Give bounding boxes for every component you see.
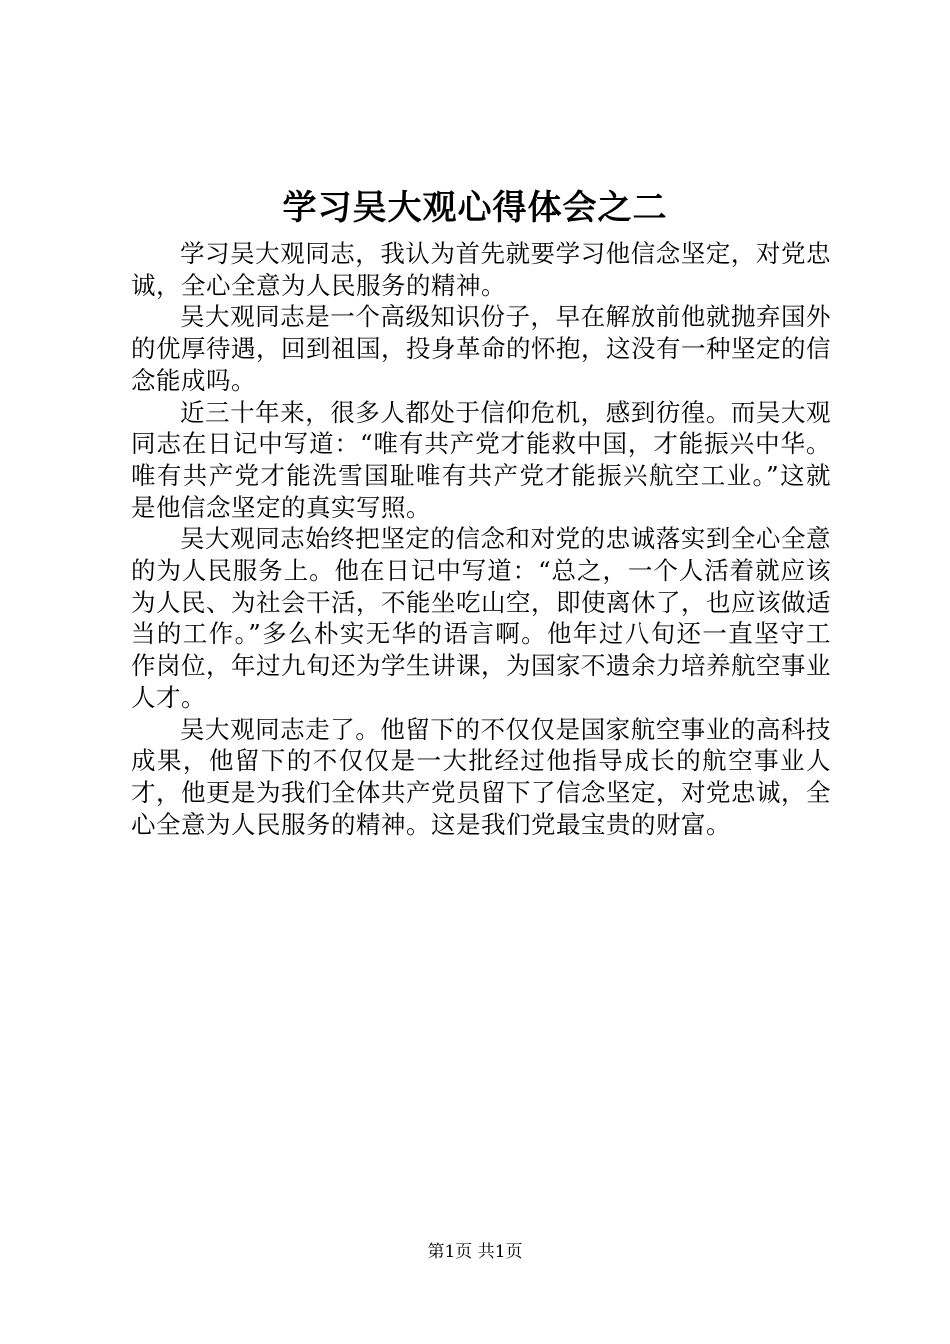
page-number-footer: 第1页 共1页 — [427, 1242, 523, 1262]
paragraph-1: 学习吴大观同志，我认为首先就要学习他信念坚定，对党忠诚，全心全意为人民服务的精神。 — [131, 239, 831, 300]
paragraph-5: 吴大观同志走了。他留下的不仅仅是国家航空事业的高科技成果，他留下的不仅仅是一大批经过他指导成长的航空事业人才，他更是为我们全体共产党员留下了信念坚定，对党忠诚，全心全意为人民服务的精神。这是我们党最宝贵的财富。 — [131, 714, 831, 839]
document-title: 学习吴大观心得体会之二 — [282, 188, 668, 228]
document-body — [131, 238, 831, 840]
paragraph-3: 近三十年来，很多人都处于信仰危机，感到彷徨。而吴大观同志在日记中写道：“唯有共产党才能救中国，才能振兴中华。唯有共产党才能洗雪国耻唯有共产党才能振兴航空工业。”这就是他信念坚定的真实写照。 — [131, 397, 831, 522]
paragraph-2: 吴大观同志是一个高级知识份子，早在解放前他就抛弃国外的优厚待遇，回到祖国，投身革命的怀抱，这没有一种坚定的信念能成吗。 — [131, 302, 831, 395]
paragraph-4: 吴大观同志始终把坚定的信念和对党的忠诚落实到全心全意的为人民服务上。他在日记中写道：“总之，一个人活着就应该为人民、为社会干活，不能坐吃山空，即使离休了，也应该做适当的工作。”多么朴实无华的语言啊。他年过八旬还一直坚守工作岗位，年过九旬还为学生讲课，为国家不遗余力培养航空事业人才。 — [131, 524, 831, 712]
